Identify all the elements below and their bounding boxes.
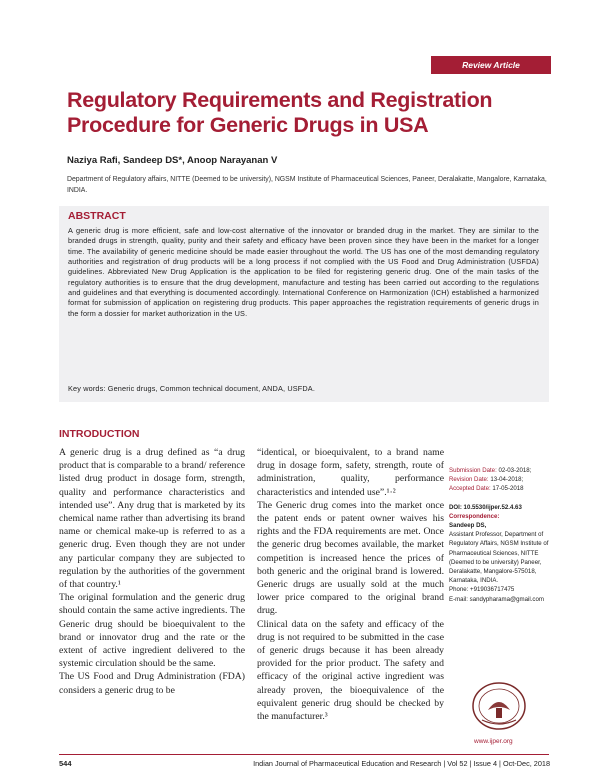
abstract-heading: ABSTRACT <box>68 210 126 222</box>
paragraph: The Generic drug comes into the market once the patent ends or patent owner waives his rights and the FDA requirements are met. Once the generic drug becomes available, the market competition is increased hence the prices of both generic and the original brand is lowered. Generic drugs are usually sold at the much lower price compared to the original brand drug. <box>257 499 444 617</box>
email: E-mail: sandypharama@gmail.com <box>449 595 544 603</box>
abstract-box <box>59 206 549 402</box>
page-number: 544 <box>59 759 72 768</box>
journal-citation: Indian Journal of Pharmaceutical Education and Research | Vol 52 | Issue 4 | Oct-Dec, 2018 <box>253 759 550 768</box>
article-type-badge: Review Article <box>431 56 551 74</box>
journal-url[interactable]: www.ijper.org <box>474 738 513 745</box>
paragraph: The US Food and Drug Administration (FDA) considers a generic drug to be <box>59 671 245 696</box>
keywords: Key words: Generic drugs, Common technical document, ANDA, USFDA. <box>68 384 315 393</box>
affiliation: Department of Regulatory affairs, NITTE (Deemed to be university), NGSM Institute of Pharmaceutical Sciences, Paneer, Deralakatte, Mangalore, Karnataka, INDIA. <box>67 176 547 194</box>
body-column-left <box>59 446 245 697</box>
corresponding-author: Sandeep DS, <box>449 522 487 530</box>
accepted-date-line: Accepted Date: 17-05-2018 <box>449 485 524 493</box>
journal-seal-icon <box>470 680 528 732</box>
paper-title: Regulatory Requirements and Registration Procedure for Generic Drugs in USA <box>67 88 493 137</box>
revision-date-line: Revision Date: 13-04-2018; <box>449 476 524 484</box>
paragraph: A generic drug is a drug defined as “a drug product that is comparable to a brand/ reference listed drug product in dosage form, strength, quality and performance characteristics and intended use”. Any drug that is marketed by its chemical name rather than advertising its brand name or chemical make-up is referred to as a generic drug. Even though they are not under any particular company they are subjected to regulation by the authorities of the government of that country.¹ <box>59 447 245 591</box>
footer-divider <box>59 754 549 755</box>
doi: DOI: 10.5530/ijper.52.4.63 <box>449 503 522 511</box>
paragraph: Clinical data on the safety and efficacy of the drug is not required to be submitted in the case of generic drugs because it has been already provided for the prior product. The safety and efficacy of the original active ingredient was already proven, the bioequivalence of the equivalent generic drug should be checked by the manufacturer.³ <box>257 618 444 723</box>
phone: Phone: +919036717475 <box>449 586 515 594</box>
article-info-sidebar <box>449 466 549 604</box>
correspondence-label: Correspondence: <box>449 512 500 520</box>
abstract-text: A generic drug is more efficient, safe and low-cost alternative of the innovator or branded drug in the market. They are similar to the branded drugs in strength, quality, purity and their safety and efficacy have been proven since they have been in the market for a longer time. The availability of generic medicine should be made easier throughout the world. The US has one of the most demanding regulatory authorities and registration of drug products will be a long process if not complied with the US Food and Drug Administration (USFDA) guidelines. Abbreviated New Drug Application is the application to be filed for registering generic drug. One of the main tasks of the regulatory authorities is to ensure that the drug development, manufacture and testing has been carried out according to the regulations and guidelines and that everything is documented accordingly. International Conference on Harmonization (ICH) established a harmonized format for submission of application on registering drug products. This paper approaches the registration requirements of generic drugs in the form a dossier for market authorization in the US. <box>68 226 539 318</box>
introduction-heading: INTRODUCTION <box>59 428 140 440</box>
body-column-right <box>257 446 444 723</box>
paragraph: “identical, or bioequivalent, to a brand name drug in dosage form, safety, strength, route of administration, quality, performance characteristics and intended use”.¹·² <box>257 447 444 498</box>
submission-date-line: Submission Date: 02-03-2018; <box>449 467 532 474</box>
corresponding-address: Assistant Professor, Department of Regulatory Affairs, NGSM Institute of Pharmaceutical Sciences, NITTE (Deemed to be university) Paneer, Deralakatte, Mangalore-575018, Karnataka, INDIA. <box>449 531 549 585</box>
paragraph: The original formulation and the generic drug should contain the same active ingredients. The Generic drug should be bioequivalent to the brand or innovator drug and the rate or the extent of active ingredient delivered to the systemic circulation should be the same. <box>59 592 245 670</box>
author-list: Naziya Rafi, Sandeep DS*, Anoop Narayanan V <box>67 155 278 166</box>
